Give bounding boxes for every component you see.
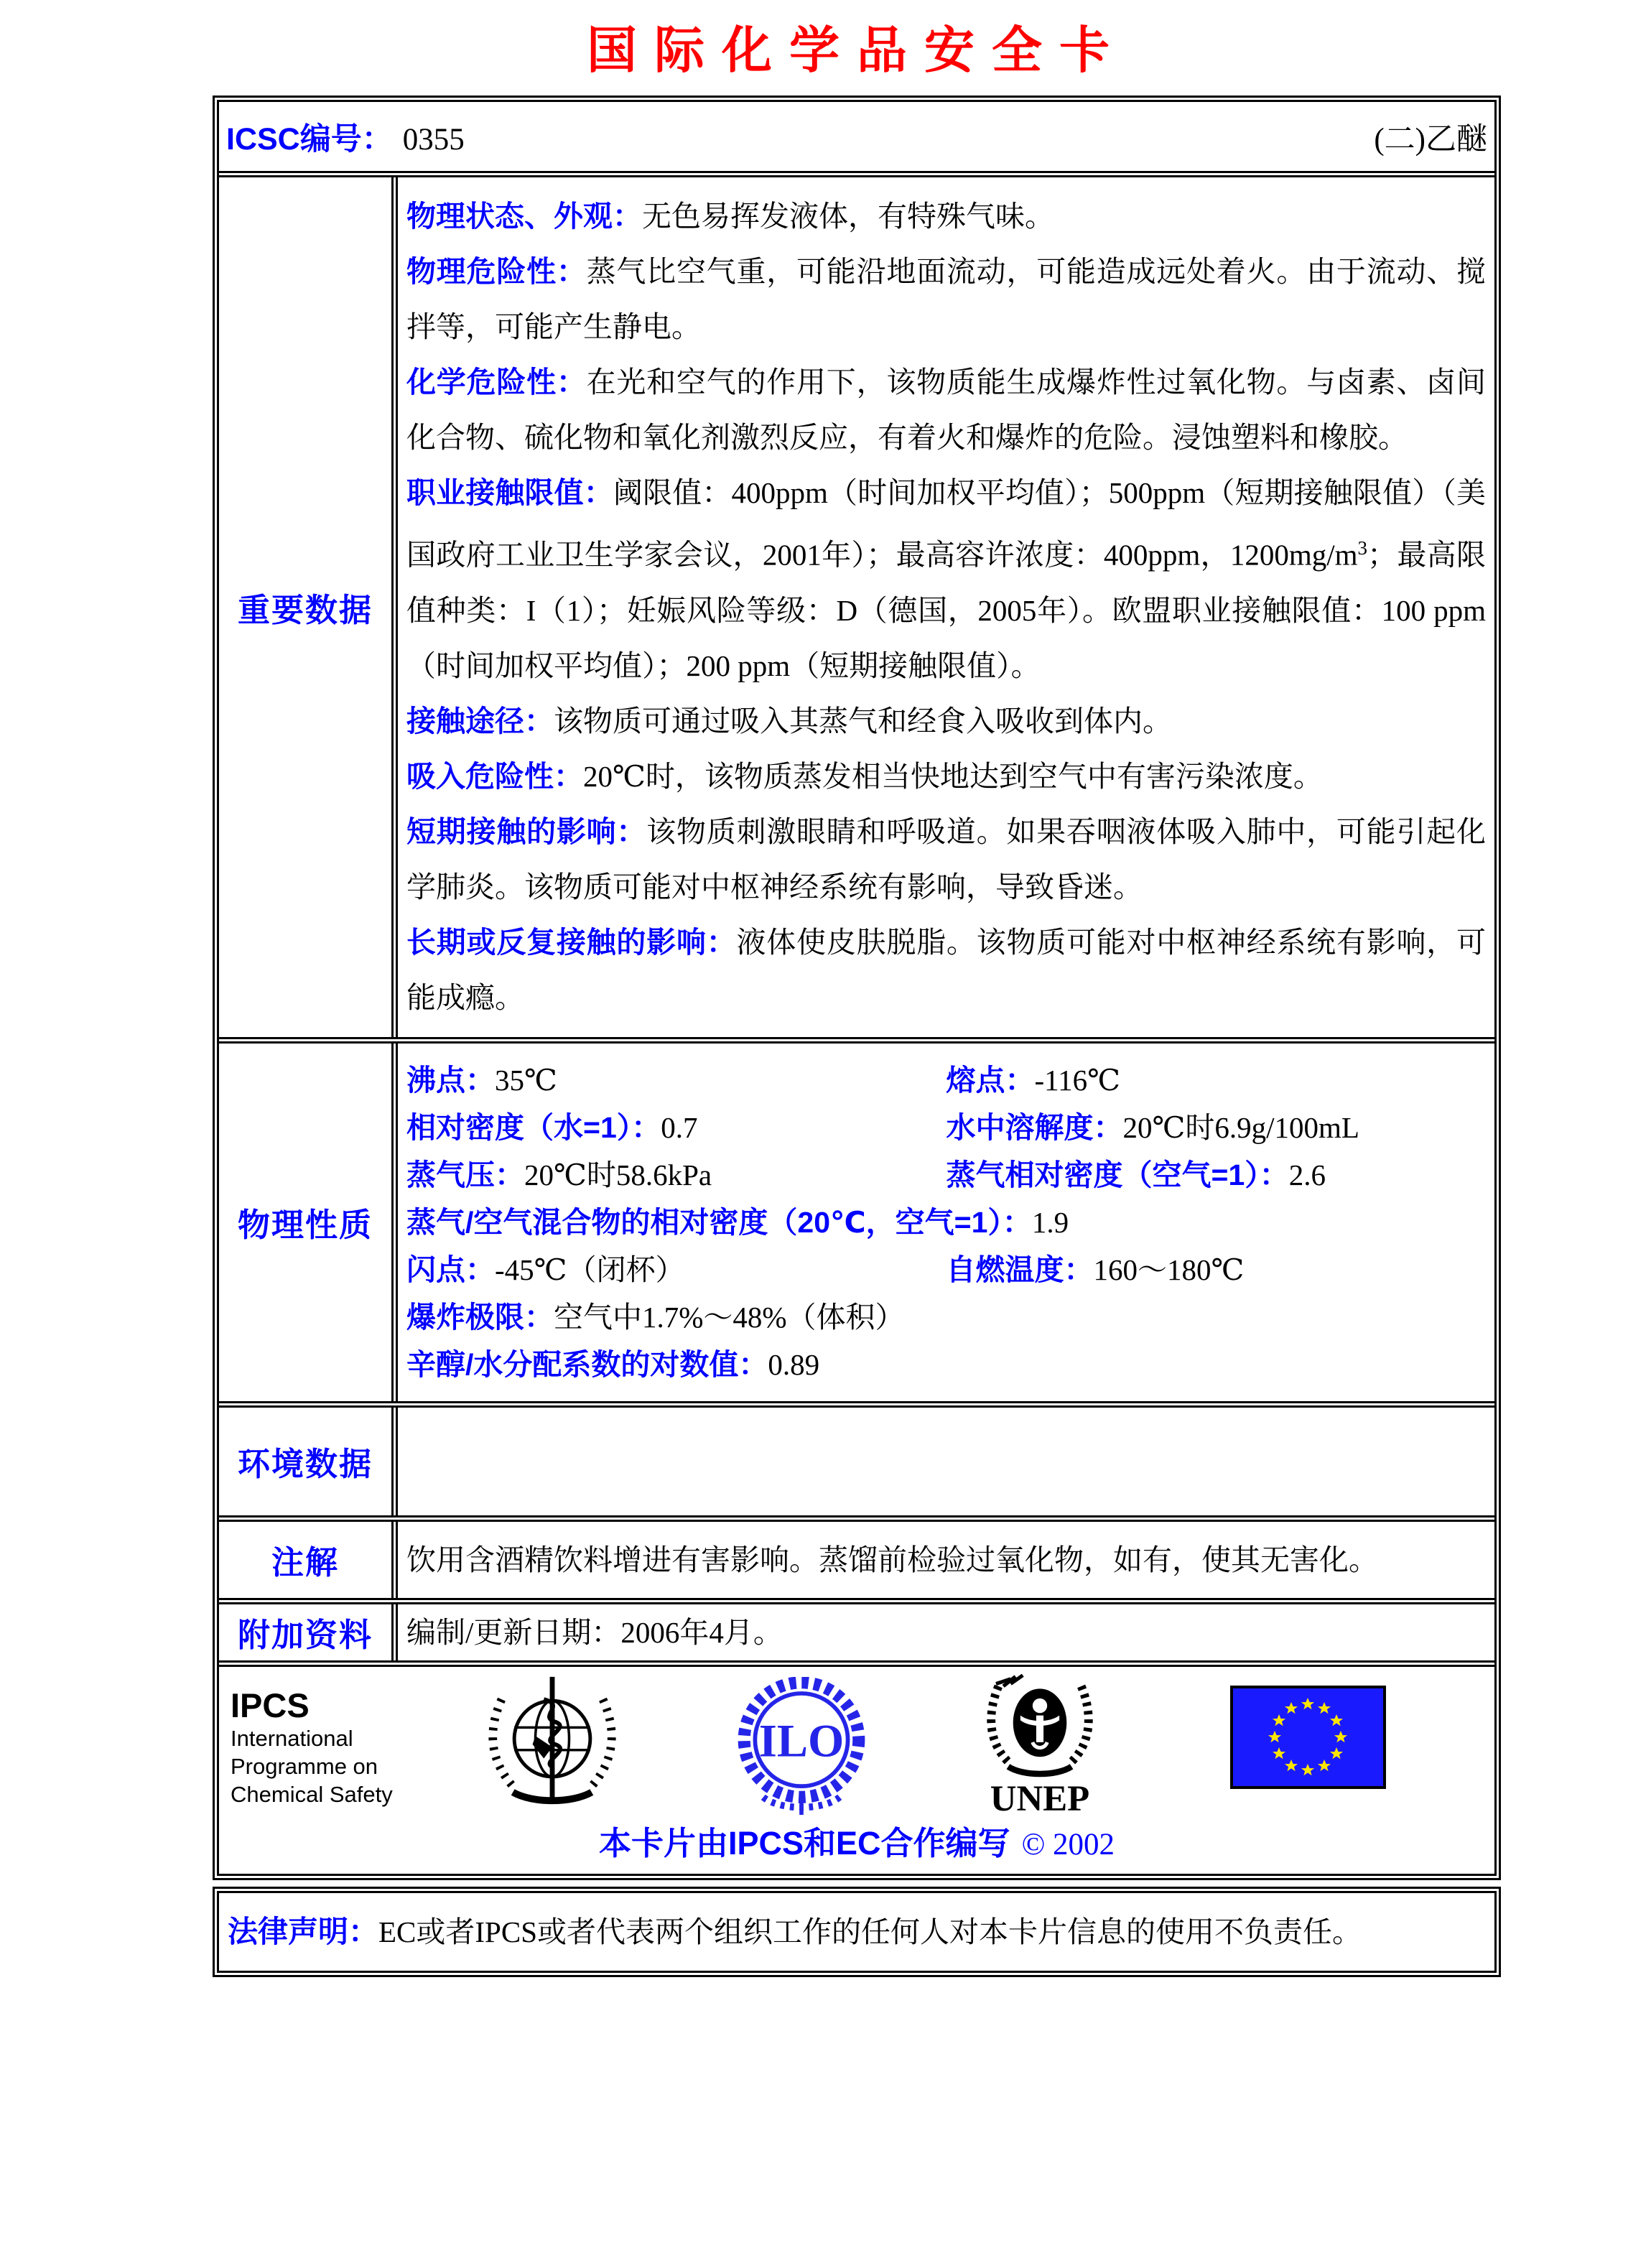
vapor-air-mixture-label: 蒸气/空气混合物的相对密度（20℃，空气=1）： (406, 1205, 1032, 1239)
occupational-limits-text-post: ；最高限值种类：I（1）；妊娠风险等级：D（德国，2005年）。欧盟职业接触限值：100 ppm（时间加权平均值）；200 ppm（短期接触限值）。 (406, 538, 1487, 682)
water-solubility-value: 20℃时6.9g/100mL (1122, 1110, 1359, 1144)
occupational-limits-superscript: 3 (1357, 537, 1368, 559)
environmental-data-content (398, 1408, 1494, 1515)
explosive-limits-line (406, 1293, 1486, 1341)
flash-point-label: 闪点： (406, 1252, 495, 1286)
icsc-number-label: ICSC编号： (226, 121, 393, 157)
partition-coefficient (406, 1341, 1486, 1388)
ilo-letters: ILO (758, 1714, 845, 1767)
physical-hazard-item (406, 244, 1486, 355)
footer-content (219, 1667, 1494, 1874)
notes-label-cell (219, 1522, 398, 1598)
header-row (219, 102, 1494, 171)
water-solubility (947, 1104, 1487, 1151)
short-term-effects-label: 短期接触的影响： (406, 814, 647, 848)
title-bar (213, 10, 1501, 83)
boiling-point-value: 35℃ (495, 1063, 557, 1097)
physical-state-item (406, 189, 1486, 244)
ipcs-text-block (231, 1687, 393, 1808)
inhalation-risk-text: 20℃时，该物质蒸发相当快地达到空气中有害污染浓度。 (583, 759, 1323, 793)
occupational-limits-label: 职业接触限值： (406, 476, 613, 509)
footer-caption (219, 1817, 1494, 1864)
important-data-content (398, 177, 1494, 1037)
eu-flag-icon (1230, 1686, 1386, 1793)
footer-caption-text: 本卡片由IPCS和EC合作编写 (599, 1824, 1010, 1862)
chemical-hazard-label: 化学危险性： (406, 366, 587, 399)
ilo-emblem-icon (733, 1677, 870, 1821)
environmental-data-row (219, 1401, 1494, 1515)
environmental-data-row-label: 环境数据 (237, 1446, 373, 1483)
flash-point (406, 1246, 947, 1293)
inhalation-risk-label: 吸入危险性： (406, 759, 583, 793)
unep-emblem-icon (979, 1674, 1101, 1821)
chemical-hazard-item (406, 355, 1486, 465)
additional-info-row-label: 附加资料 (237, 1617, 373, 1654)
legal-card (213, 1887, 1501, 1977)
long-term-effects-item (406, 915, 1486, 1026)
physical-properties-label-cell (219, 1044, 398, 1401)
legal-line (228, 1912, 1362, 1952)
exposure-routes-item (406, 694, 1486, 749)
explosive-limits-value: 空气中1.7%～48%（体积） (554, 1300, 905, 1334)
explosive-limits (406, 1293, 1486, 1341)
vapor-pressure (406, 1151, 947, 1199)
occupational-limits-item (406, 465, 1486, 694)
legal-row (219, 1893, 1494, 1971)
ipcs-line-3: Chemical Safety (231, 1781, 393, 1807)
vapor-air-mixture-value: 1.9 (1031, 1205, 1069, 1239)
exposure-routes-text: 该物质可通过吸入其蒸气和经食入吸收到体内。 (554, 704, 1172, 738)
flash-point-value: -45℃（闭杯） (495, 1252, 685, 1286)
short-term-effects-item (406, 804, 1486, 915)
inhalation-risk-item (406, 749, 1486, 804)
important-data-row (219, 171, 1494, 1037)
environmental-data-label-cell (219, 1408, 398, 1515)
chemical-name: (二)乙醚 (1374, 122, 1487, 157)
boiling-point-label: 沸点： (406, 1063, 495, 1097)
vapor-pressure-value: 20℃时58.6kPa (524, 1158, 712, 1191)
physical-state-label: 物理状态、外观： (406, 200, 642, 233)
important-data-label-cell (219, 177, 398, 1037)
notes-row (219, 1515, 1494, 1598)
melting-point-label: 熔点： (946, 1063, 1035, 1097)
partition-coefficient-value: 0.89 (768, 1347, 820, 1381)
autoignition-temperature (947, 1246, 1487, 1293)
physical-properties-row (219, 1037, 1494, 1401)
who-emblem-icon (482, 1674, 623, 1811)
physical-hazard-text: 蒸气比空气重，可能沿地面流动，可能造成远处着火。由于流动、搅拌等，可能产生静电。 (406, 255, 1487, 343)
vapor-pressure-label: 蒸气压： (406, 1158, 524, 1191)
vapor-relative-density-label: 蒸气相对密度（空气=1）： (946, 1158, 1289, 1191)
physical-properties-row-label: 物理性质 (237, 1207, 373, 1244)
density-solubility-line (406, 1104, 1486, 1151)
melting-point (947, 1056, 1487, 1104)
vapor-relative-density-value: 2.6 (1288, 1158, 1326, 1191)
additional-info-label-cell (219, 1604, 398, 1660)
icsc-number-group (226, 115, 465, 159)
autoignition-temperature-label: 自燃温度： (946, 1252, 1094, 1286)
legal-text: EC或者IPCS或者代表两个组织工作的任何人对本卡片信息的使用不负责任。 (378, 1915, 1362, 1948)
icsc-number-value: 0355 (402, 122, 465, 157)
ipcs-line-1: International (231, 1725, 353, 1751)
relative-density-value: 0.7 (661, 1110, 698, 1144)
important-data-row-label: 重要数据 (237, 591, 373, 628)
vapor-pressure-line (406, 1151, 1486, 1199)
flash-autoignition-line (406, 1246, 1486, 1293)
chemical-hazard-text: 在光和空气的作用下，该物质能生成爆炸性过氧化物。与卤素、卤间化合物、硫化物和氧化剂激烈反应，有着火和爆炸的危险。浸蚀塑料和橡胶。 (406, 366, 1487, 454)
unep-letters: UNEP (990, 1777, 1090, 1818)
occupational-limits-text-pre: 阈限值：400ppm（时间加权平均值）；500ppm（短期接触限值）（美国政府工业卫生学家会议，2001年）；最高容许浓度：400ppm，1200mg/m (406, 476, 1486, 572)
vapor-air-mixture-density (406, 1199, 1486, 1246)
notes-row-label: 注解 (271, 1544, 339, 1581)
ipcs-line-2: Programme on (231, 1753, 378, 1779)
melting-point-value: -116℃ (1034, 1063, 1120, 1097)
icsc-card (213, 96, 1501, 1880)
relative-density (406, 1104, 947, 1151)
additional-info-text: 编制/更新日期：2006年4月。 (406, 1615, 783, 1649)
autoignition-temperature-value: 160～180℃ (1093, 1252, 1245, 1286)
short-term-effects-text: 该物质刺激眼睛和呼吸道。如果吞咽液体吸入肺中，可能引起化学肺炎。该物质可能对中枢神经系统有影响，导致昏迷。 (406, 814, 1486, 903)
boiling-point (406, 1056, 947, 1104)
footer-row (219, 1660, 1494, 1874)
physical-hazard-label: 物理危险性： (406, 255, 587, 288)
physical-properties-content (398, 1044, 1494, 1401)
long-term-effects-text: 液体使皮肤脱脂。该物质可能对中枢神经系统有影响，可能成瘾。 (406, 925, 1487, 1014)
notes-text: 饮用含酒精饮料增进有害影响。蒸馏前检验过氧化物，如有，使其无害化。 (406, 1543, 1378, 1576)
exposure-routes-label: 接触途径： (406, 704, 554, 738)
ipcs-title: IPCS (231, 1686, 310, 1724)
long-term-effects-label: 长期或反复接触的影响： (406, 925, 737, 959)
water-solubility-label: 水中溶解度： (946, 1110, 1123, 1144)
physical-state-text: 无色易挥发液体，有特殊气味。 (642, 200, 1054, 233)
additional-info-content (398, 1604, 1494, 1660)
additional-info-row (219, 1598, 1494, 1660)
partition-coefficient-label: 辛醇/水分配系数的对数值： (406, 1347, 768, 1381)
legal-label: 法律声明： (228, 1914, 379, 1948)
relative-density-label: 相对密度（水=1）： (406, 1110, 661, 1144)
vapor-relative-density (947, 1151, 1487, 1199)
vapor-air-mixture-line (406, 1199, 1486, 1246)
partition-coefficient-line (406, 1341, 1486, 1388)
explosive-limits-label: 爆炸极限： (406, 1300, 554, 1334)
notes-content (398, 1522, 1494, 1598)
footer-copyright: © 2002 (1021, 1827, 1115, 1862)
page-title: 国际化学品安全卡 (587, 24, 1127, 79)
boiling-melting-line (406, 1056, 1486, 1104)
